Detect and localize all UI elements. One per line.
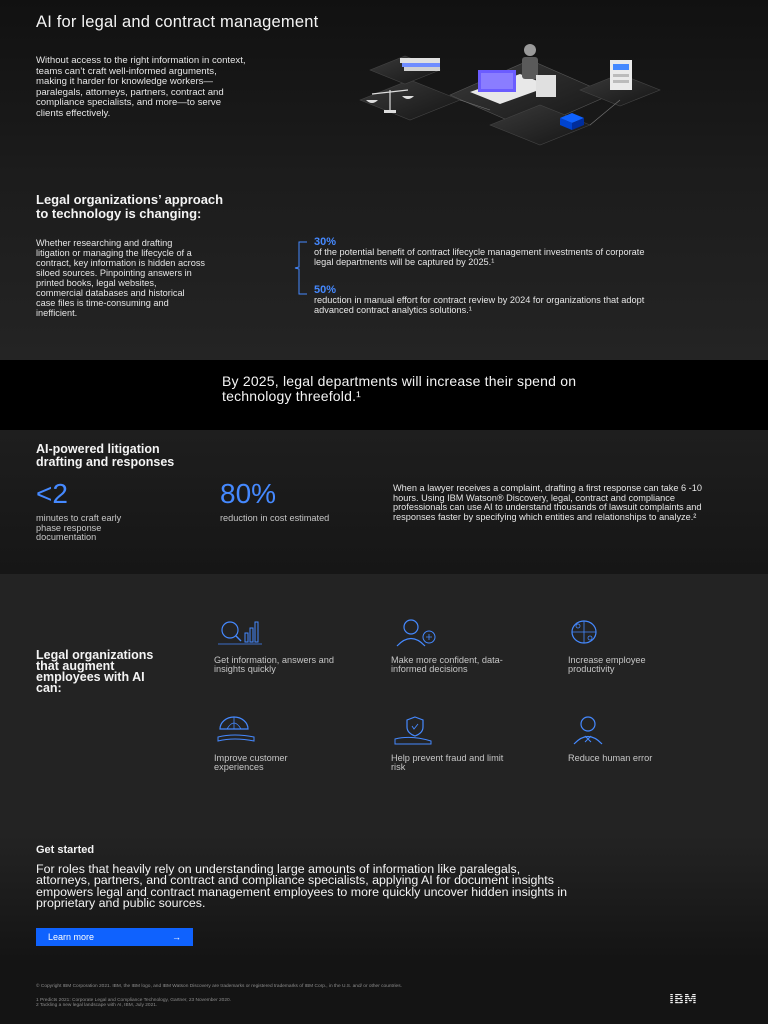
stat-contract-review bbox=[314, 285, 664, 316]
approach-heading: Legal organizations’ approach to technology is changing: bbox=[36, 192, 224, 221]
learn-more-button[interactable] bbox=[36, 928, 193, 946]
footer bbox=[0, 960, 768, 1024]
benefit-customer bbox=[214, 715, 354, 771]
hero-intro: Without access to the right information in context, teams can’t craft well-informed arguments, making it harder for knowledge workers—paralegals, attorneys, partners, contract and compliance specialists, and more—to serve clients effectively. bbox=[36, 55, 246, 119]
footnote-1: 1 Predicts 2021: Corporate Legal and Compliance Technology, Gartner, 23 November 2020. bbox=[36, 998, 232, 1003]
banner-text: By 2025, legal departments will increase their spend on technology threefold.¹ bbox=[222, 373, 577, 404]
get-started-section bbox=[0, 836, 768, 960]
footnotes bbox=[36, 998, 396, 1008]
stat-value: 50% bbox=[314, 284, 337, 296]
drafting-section bbox=[0, 430, 768, 574]
benefit-error bbox=[568, 715, 708, 763]
get-started-body: For roles that heavily rely on understanding large amounts of information like paralegals, attorneys, partners, and contract and compliance specialists, applying AI for document insights empowers legal and contract management employees to more quickly uncover hidden insights in proprietary and public sources. bbox=[36, 862, 568, 911]
copyright-text: © Copyright IBM Corporation 2021. IBM, the IBM logo, and IBM Watson Discovery are trademarks or registered trademarks of IBM Corp., in the U.S. and/ or other countries. bbox=[36, 984, 402, 989]
benefit-label: Reduce human error bbox=[568, 753, 653, 763]
legal-workspace-illustration-icon bbox=[350, 30, 680, 170]
metric-minutes-value: <2 bbox=[36, 478, 68, 509]
drafting-heading: AI-powered litigation drafting and responses bbox=[36, 442, 175, 469]
magnifier-chart-icon bbox=[214, 617, 266, 647]
benefit-label: Improve customer experiences bbox=[214, 753, 288, 772]
stat-contract-lifecycle bbox=[314, 237, 664, 268]
benefit-decisions bbox=[391, 617, 531, 673]
logo-text: IBM bbox=[669, 993, 697, 1006]
stat-value: 30% bbox=[314, 236, 337, 248]
learn-more-label: Learn more bbox=[48, 932, 95, 942]
person-error-icon bbox=[568, 715, 620, 745]
approach-section bbox=[0, 178, 768, 360]
ibm-logo-icon bbox=[664, 992, 702, 1006]
metric-cost-caption: reduction in cost estimated bbox=[220, 513, 330, 523]
hero-section bbox=[0, 0, 768, 178]
augment-heading: Legal organizations that augment employees with AI can: bbox=[36, 648, 154, 695]
benefit-label: Help prevent fraud and limit risk bbox=[391, 753, 504, 772]
page-title: AI for legal and contract management bbox=[36, 13, 319, 31]
benefit-label: Get information, answers and insights quickly bbox=[214, 655, 335, 674]
productivity-cycle-icon bbox=[568, 617, 620, 647]
arrow-right-icon: → bbox=[172, 932, 181, 942]
approach-body: Whether researching and drafting litigation or managing the lifecycle of a contract, key information is hidden across siloed sources. Pinpointing answers in printed books, legal websites, commercial databases and historical case files is time-consuming and inefficient. bbox=[36, 238, 206, 318]
person-brain-icon bbox=[391, 617, 443, 647]
benefit-productivity bbox=[568, 617, 708, 673]
stat-text: reduction in manual effort for contract review by 2024 for organizations that adopt advanced contract analytics solutions.¹ bbox=[314, 295, 645, 315]
footnote-2: 2 Tackling a new legal landscape with AI, IBM, July 2021. bbox=[36, 1003, 158, 1009]
benefit-fraud bbox=[391, 715, 531, 771]
benefit-label: Increase employee productivity bbox=[568, 655, 646, 674]
drafting-description: When a lawyer receives a complaint, drafting a first response can take 6 -10 hours. Using IBM Watson® Discovery, legal, contract and compliance professionals can use AI to understand thousands of lawsuit complaints and responses faster by specifying which entities and relationships to analyze.² bbox=[393, 483, 702, 522]
shield-hand-icon bbox=[391, 715, 443, 745]
stat-text: of the potential benefit of contract lifecycle management investments of corporate legal departments will be captured by 2025.¹ bbox=[314, 247, 645, 267]
get-started-kicker: Get started bbox=[36, 844, 95, 856]
globe-hand-icon bbox=[214, 715, 266, 745]
benefit-label: Make more confident, data-informed decisions bbox=[391, 655, 503, 674]
benefit-insights bbox=[214, 617, 354, 673]
bracket-icon bbox=[294, 241, 308, 295]
spend-banner bbox=[0, 360, 768, 430]
metric-minutes-caption: minutes to craft early phase response documentation bbox=[36, 513, 122, 542]
metric-cost-value: 80% bbox=[220, 478, 277, 509]
augment-section bbox=[0, 574, 768, 836]
